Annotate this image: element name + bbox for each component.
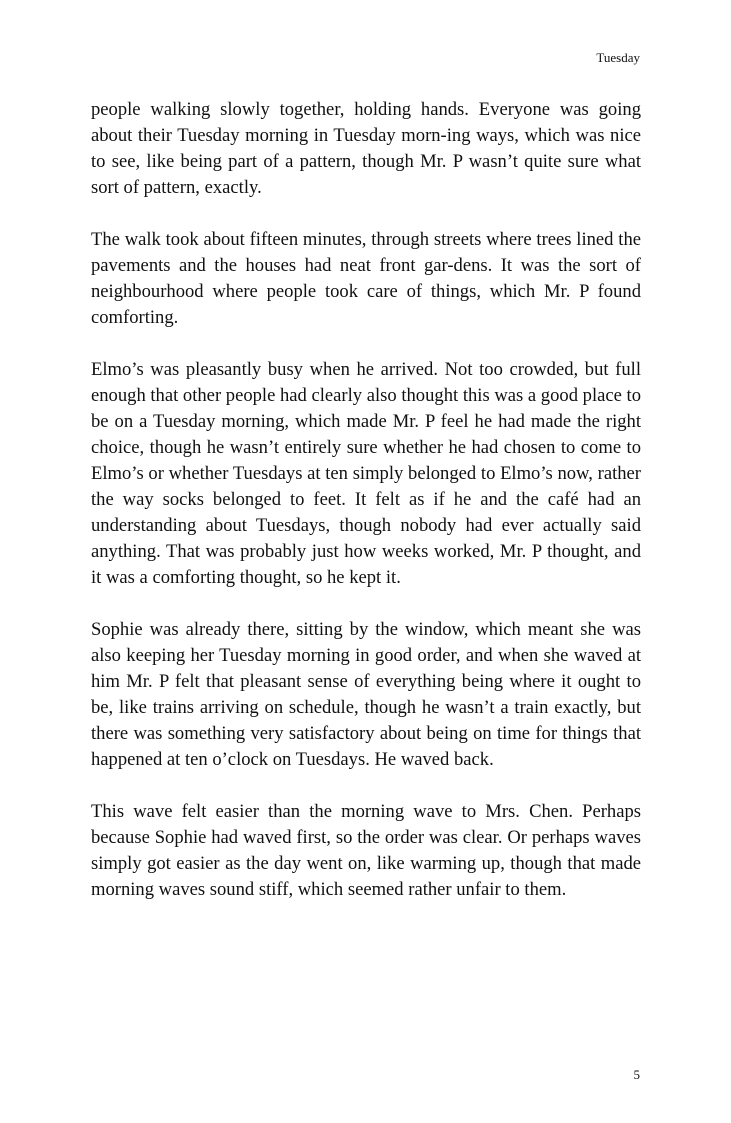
page-number: 5 xyxy=(633,1067,640,1082)
paragraph-5: This wave felt easier than the morning wave to Mrs. Chen. Perhaps because Sophie had waved first, so the order was clear. Or perhaps waves simply got easier as the day went on, like warming up, though that made morning waves sound stiff, which seemed rather unfair to them. xyxy=(91,801,641,900)
paragraph-1: people walking slowly together, holding hands. Everyone was going about their Tuesday morning in Tuesday morn-ing ways, which was nice to see, like being part of a pattern, though Mr. P wasn’t quite sure what sort of pattern, exactly. xyxy=(91,99,641,198)
paragraph-3: Elmo’s was pleasantly busy when he arrived. Not too crowded, but full enough that other people had clearly also thought this was a good place to be on a Tuesday morning, which made Mr. P feel he had made the right choice, though he wasn’t entirely sure whether he had chosen to come to Elmo’s or whether Tuesdays at ten simply belonged to Elmo’s now, rather the way socks belonged to feet. It felt as if he and the café had an understanding about Tuesdays, though nobody had ever actually said anything. That was probably just how weeks worked, Mr. P thought, and it was a comforting thought, so he kept it. xyxy=(91,359,641,588)
paragraph-4: Sophie was already there, sitting by the window, which meant she was also keeping her Tuesday morning in good order, and when she waved at him Mr. P felt that pleasant sense of everything being where it ought to be, like trains arriving on schedule, though he wasn’t a train exactly, but there was something very satisfactory about being on time for things that happened at ten o’clock on Tuesdays. He waved back. xyxy=(91,619,641,770)
paragraph-2: The walk took about fifteen minutes, through streets where trees lined the pavements and the houses had neat front gar-dens. It was the sort of neighbourhood where people took care of things, which Mr. P found comforting. xyxy=(91,229,641,328)
body-text xyxy=(91,97,641,929)
running-head: Tuesday xyxy=(596,50,640,65)
